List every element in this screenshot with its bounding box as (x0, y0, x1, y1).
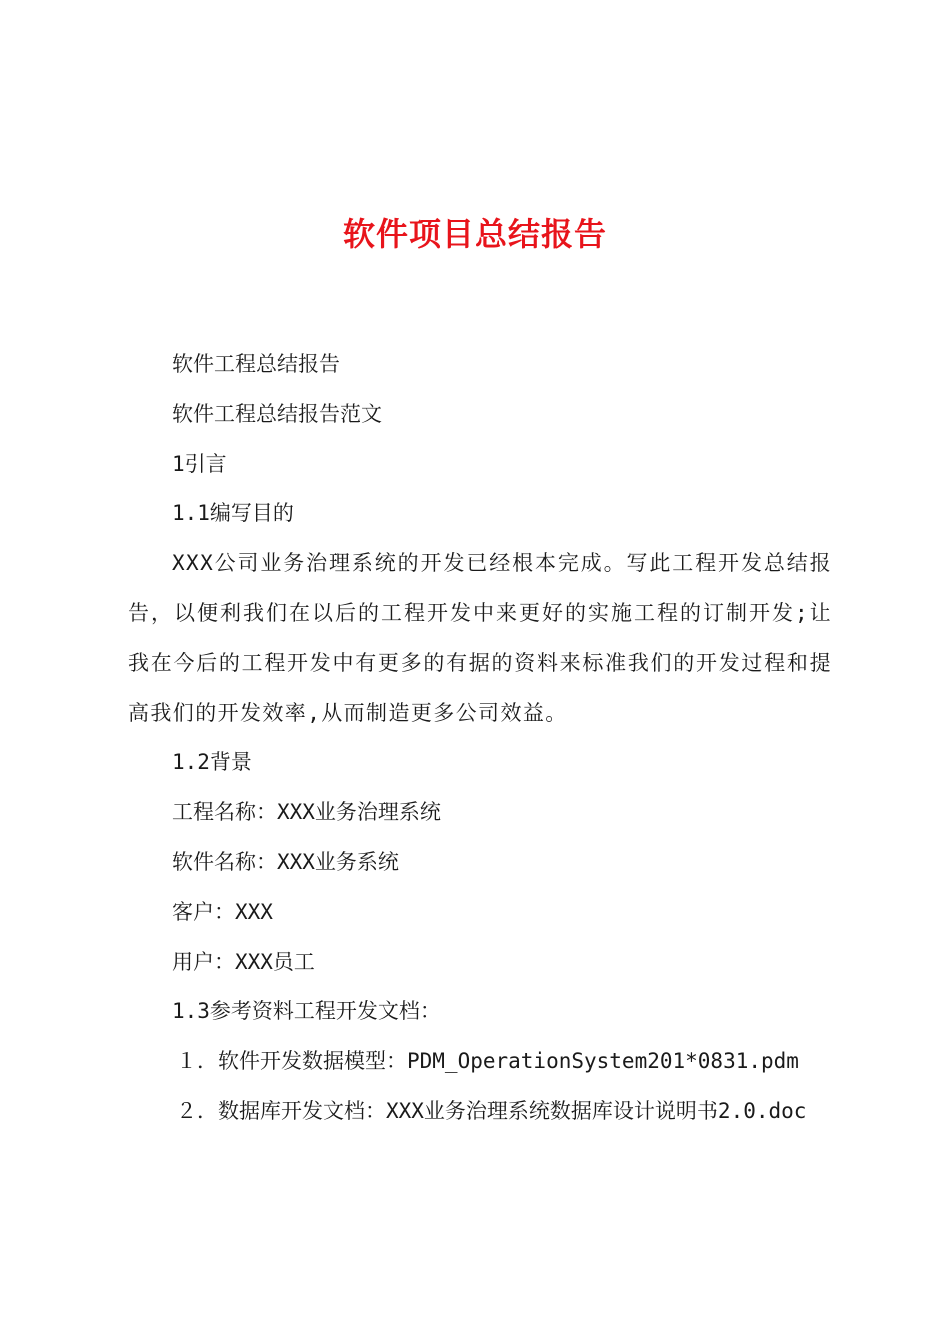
reference-item-database-doc: ２．数据库开发文档：XXX业务治理系统数据库设计说明书2.0.doc (176, 1098, 807, 1123)
section-heading-introduction: 1引言 (172, 451, 227, 476)
paragraph-subtitle: 软件工程总结报告 (172, 352, 340, 376)
paragraph-purpose: XXX公司业务治理系统的开发已经根本完成。写此工程开发总结报告，以便利我们在以后的工程开发中来更好的实施工程的订制开发;让我在今后的工程开发中有更多的有据的资料来标准我们的开发过程和提高我们的开发效率,从而制造更多公司效益。 (128, 551, 832, 725)
client-line: 客户：XXX (172, 899, 273, 924)
section-heading-references: 1.3参考资料工程开发文档： (172, 999, 441, 1024)
section-heading-purpose: 1.1编写目的 (172, 501, 294, 526)
paragraph-subtitle-sample: 软件工程总结报告范文 (172, 401, 382, 426)
reference-item-data-model: １．软件开发数据模型：PDM_OperationSystem201*0831.pdm (176, 1049, 799, 1074)
user-line: 用户：XXX员工 (172, 949, 315, 974)
section-heading-background: 1.2背景 (172, 750, 252, 775)
software-name-line: 软件名称：XXX业务系统 (172, 849, 399, 874)
document-title: 软件项目总结报告 (342, 215, 607, 253)
document-body (128, 340, 832, 1137)
project-name-line: 工程名称：XXX业务治理系统 (172, 800, 441, 825)
